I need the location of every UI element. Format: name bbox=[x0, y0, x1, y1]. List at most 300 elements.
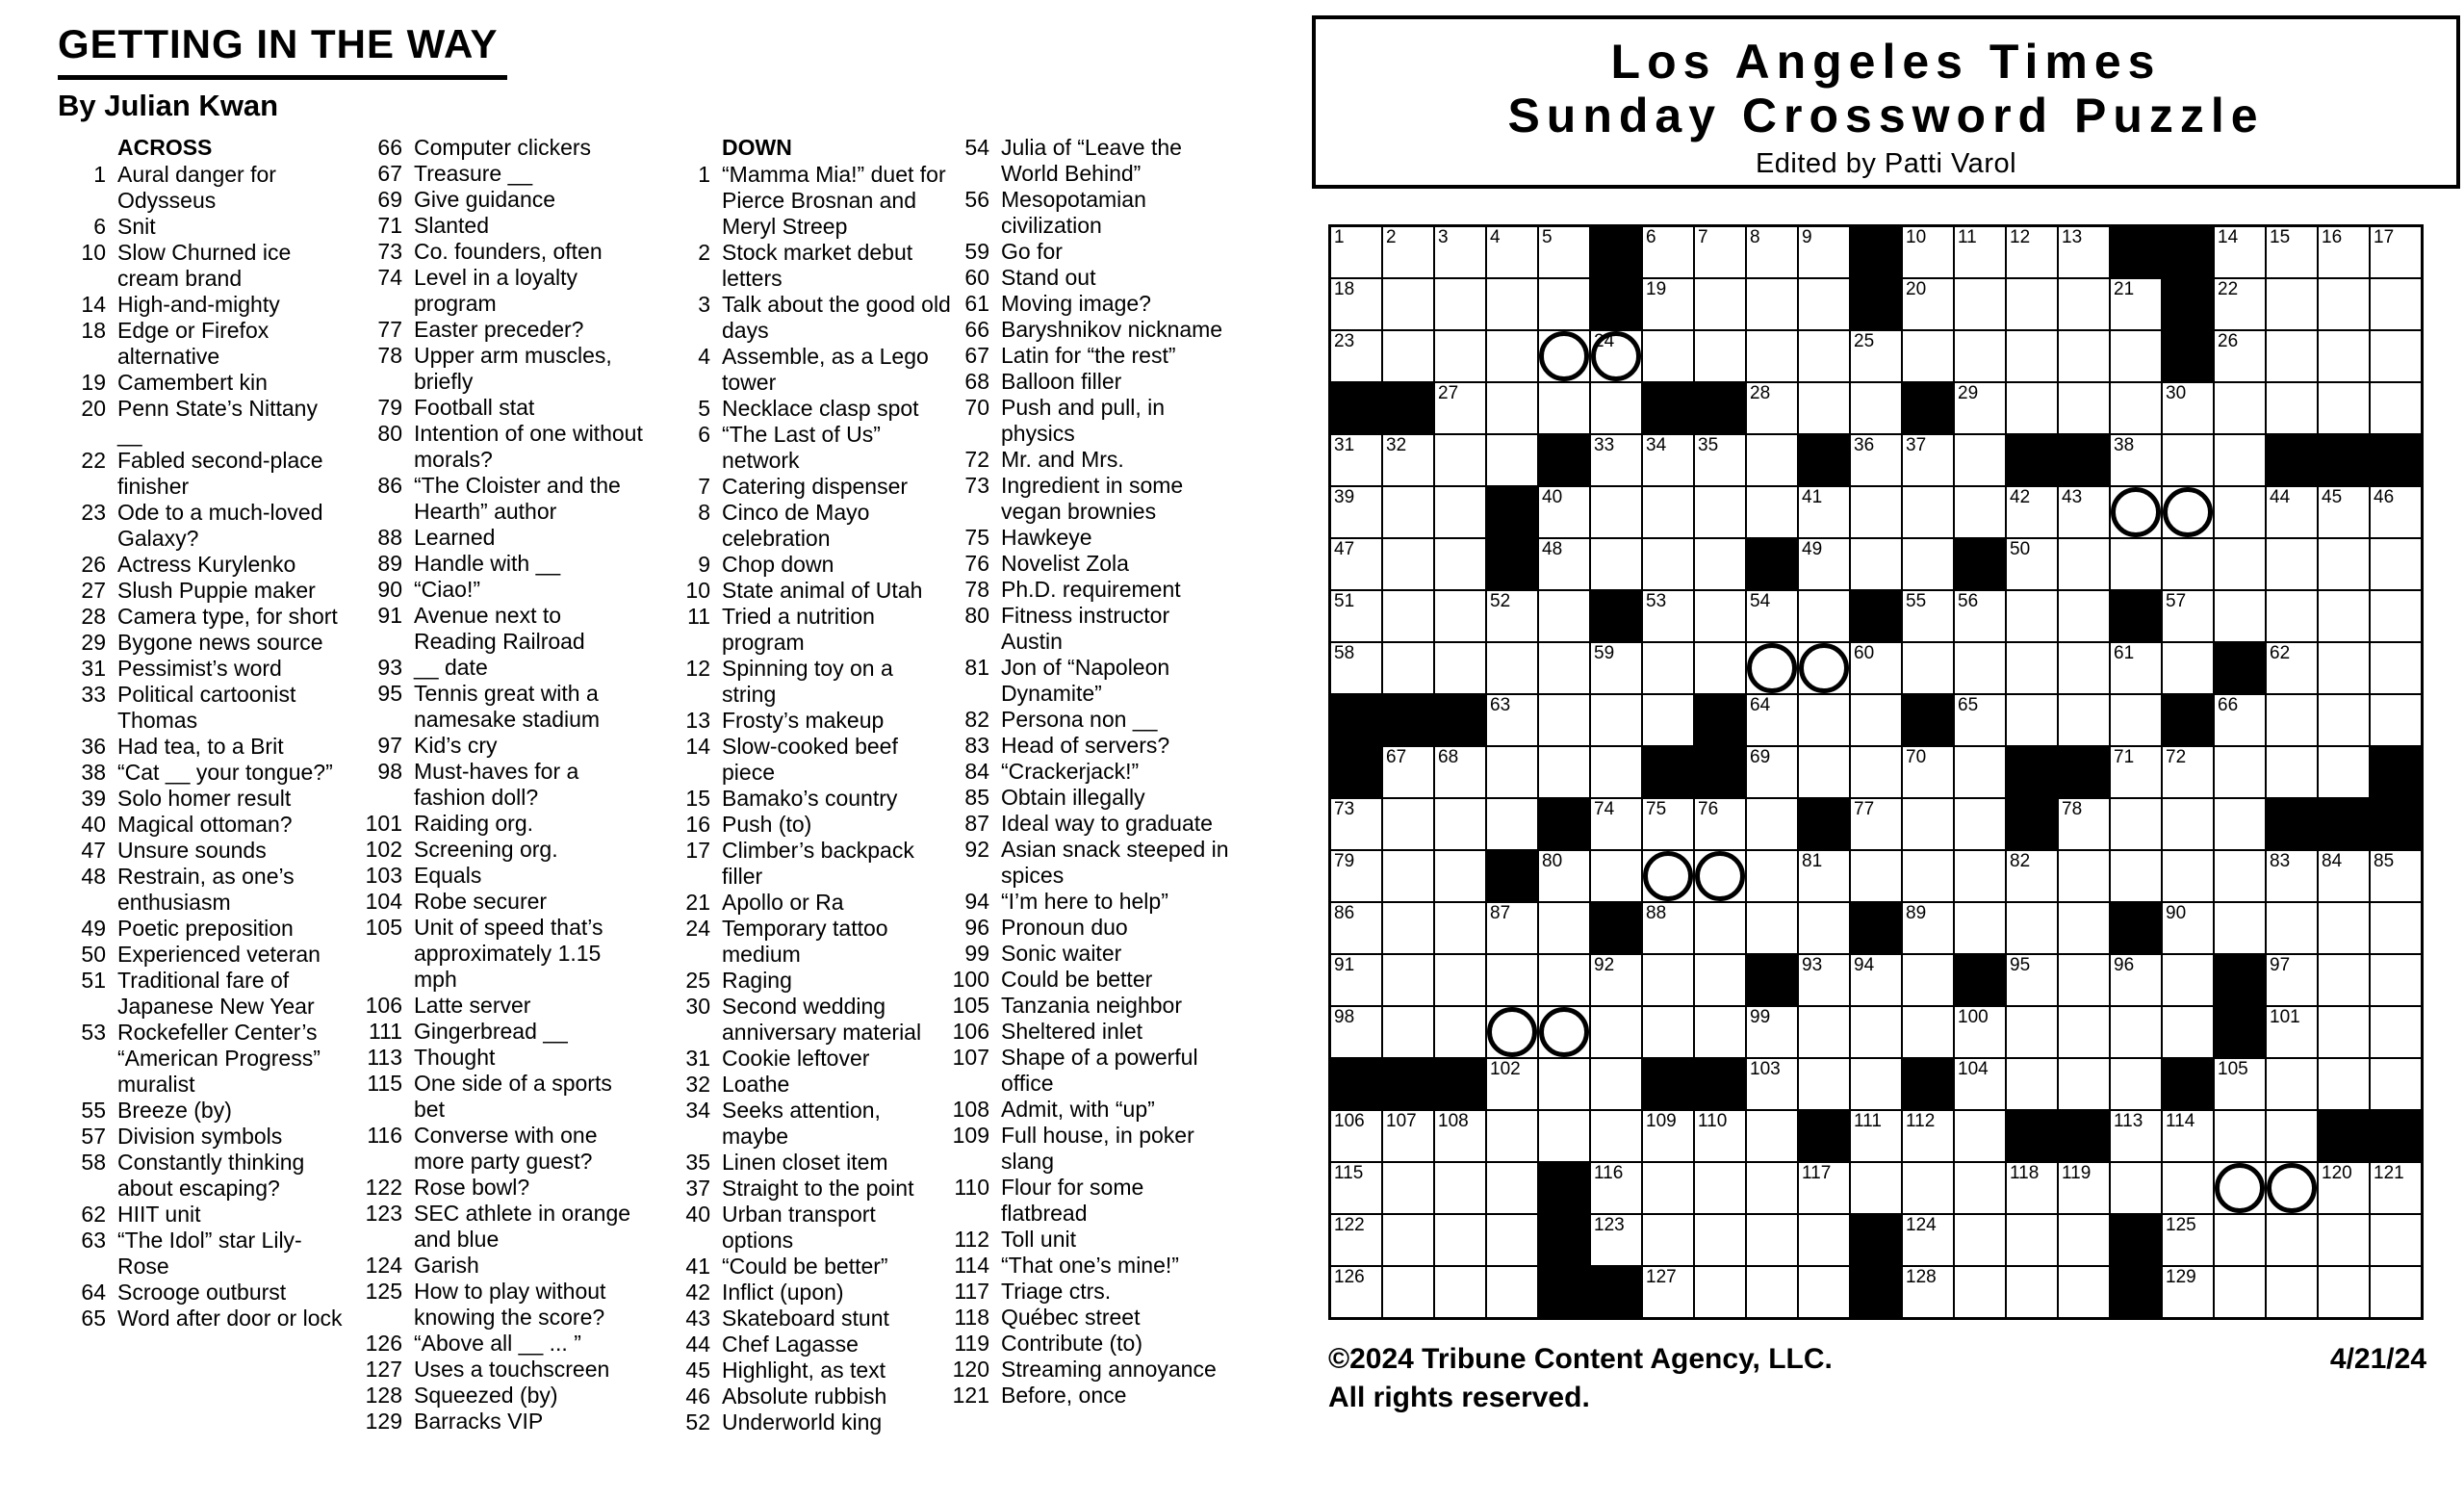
grid-cell-r12c15[interactable] bbox=[2059, 799, 2109, 849]
grid-cell-r3c19[interactable] bbox=[2267, 331, 2317, 381]
grid-cell-r7c21[interactable] bbox=[2371, 539, 2421, 589]
grid-cell-r12c1[interactable] bbox=[1331, 799, 1381, 849]
grid-cell-r18c17[interactable] bbox=[2163, 1111, 2213, 1161]
grid-cell-r4c21[interactable] bbox=[2371, 383, 2421, 433]
grid-cell-r4c14[interactable] bbox=[2007, 383, 2057, 433]
grid-cell-r8c1[interactable] bbox=[1331, 591, 1381, 641]
grid-cell-r18c7[interactable] bbox=[1643, 1111, 1693, 1161]
grid-cell-r16c8[interactable] bbox=[1695, 1007, 1745, 1057]
grid-cell-r10c10[interactable] bbox=[1799, 695, 1849, 745]
grid-cell-r2c5[interactable] bbox=[1539, 279, 1589, 329]
grid-cell-r4c11[interactable] bbox=[1851, 383, 1901, 433]
grid-cell-r9c8[interactable] bbox=[1695, 643, 1745, 693]
grid-cell-r16c13[interactable] bbox=[1955, 1007, 2005, 1057]
grid-cell-r3c12[interactable] bbox=[1903, 331, 1953, 381]
grid-cell-r12c16[interactable] bbox=[2111, 799, 2161, 849]
grid-cell-r3c8[interactable] bbox=[1695, 331, 1745, 381]
grid-cell-r15c8[interactable] bbox=[1695, 955, 1745, 1005]
grid-cell-r19c3[interactable] bbox=[1435, 1163, 1485, 1213]
grid-cell-r17c13[interactable] bbox=[1955, 1059, 2005, 1109]
grid-cell-r3c1[interactable] bbox=[1331, 331, 1381, 381]
grid-cell-r14c21[interactable] bbox=[2371, 903, 2421, 953]
grid-cell-r4c18[interactable] bbox=[2215, 383, 2265, 433]
grid-cell-r4c17[interactable] bbox=[2163, 383, 2213, 433]
grid-cell-r13c19[interactable] bbox=[2267, 851, 2317, 901]
grid-cell-r13c9[interactable] bbox=[1747, 851, 1797, 901]
grid-cell-r21c8[interactable] bbox=[1695, 1267, 1745, 1317]
grid-cell-r8c10[interactable] bbox=[1799, 591, 1849, 641]
grid-cell-r16c7[interactable] bbox=[1643, 1007, 1693, 1057]
grid-cell-r12c13[interactable] bbox=[1955, 799, 2005, 849]
grid-cell-r6c7[interactable] bbox=[1643, 487, 1693, 537]
grid-cell-r16c21[interactable] bbox=[2371, 1007, 2421, 1057]
grid-cell-r14c4[interactable] bbox=[1487, 903, 1537, 953]
grid-cell-r14c12[interactable] bbox=[1903, 903, 1953, 953]
grid-cell-r11c3[interactable] bbox=[1435, 747, 1485, 797]
grid-cell-r15c1[interactable] bbox=[1331, 955, 1381, 1005]
grid-cell-r21c4[interactable] bbox=[1487, 1267, 1537, 1317]
grid-cell-r8c2[interactable] bbox=[1383, 591, 1433, 641]
grid-cell-r17c9[interactable] bbox=[1747, 1059, 1797, 1109]
grid-cell-r18c19[interactable] bbox=[2267, 1111, 2317, 1161]
grid-cell-r7c14[interactable] bbox=[2007, 539, 2057, 589]
grid-cell-r9c14[interactable] bbox=[2007, 643, 2057, 693]
grid-cell-r16c5[interactable] bbox=[1539, 1007, 1589, 1057]
grid-cell-r20c14[interactable] bbox=[2007, 1215, 2057, 1265]
grid-cell-r6c5[interactable] bbox=[1539, 487, 1589, 537]
grid-cell-r1c5[interactable] bbox=[1539, 227, 1589, 277]
grid-cell-r13c21[interactable] bbox=[2371, 851, 2421, 901]
grid-cell-r17c21[interactable] bbox=[2371, 1059, 2421, 1109]
grid-cell-r7c6[interactable] bbox=[1591, 539, 1641, 589]
grid-cell-r4c19[interactable] bbox=[2267, 383, 2317, 433]
grid-cell-r18c2[interactable] bbox=[1383, 1111, 1433, 1161]
grid-cell-r15c3[interactable] bbox=[1435, 955, 1485, 1005]
grid-cell-r15c19[interactable] bbox=[2267, 955, 2317, 1005]
grid-cell-r4c5[interactable] bbox=[1539, 383, 1589, 433]
grid-cell-r3c5[interactable] bbox=[1539, 331, 1589, 381]
grid-cell-r2c19[interactable] bbox=[2267, 279, 2317, 329]
grid-cell-r9c11[interactable] bbox=[1851, 643, 1901, 693]
grid-cell-r10c15[interactable] bbox=[2059, 695, 2109, 745]
grid-cell-r7c16[interactable] bbox=[2111, 539, 2161, 589]
grid-cell-r10c11[interactable] bbox=[1851, 695, 1901, 745]
grid-cell-r11c10[interactable] bbox=[1799, 747, 1849, 797]
grid-cell-r20c1[interactable] bbox=[1331, 1215, 1381, 1265]
grid-cell-r7c20[interactable] bbox=[2319, 539, 2369, 589]
grid-cell-r21c17[interactable] bbox=[2163, 1267, 2213, 1317]
grid-cell-r12c17[interactable] bbox=[2163, 799, 2213, 849]
grid-cell-r20c2[interactable] bbox=[1383, 1215, 1433, 1265]
grid-cell-r3c11[interactable] bbox=[1851, 331, 1901, 381]
grid-cell-r6c19[interactable] bbox=[2267, 487, 2317, 537]
grid-cell-r3c20[interactable] bbox=[2319, 331, 2369, 381]
grid-cell-r13c11[interactable] bbox=[1851, 851, 1901, 901]
grid-cell-r17c4[interactable] bbox=[1487, 1059, 1537, 1109]
grid-cell-r8c15[interactable] bbox=[2059, 591, 2109, 641]
grid-cell-r11c6[interactable] bbox=[1591, 747, 1641, 797]
grid-cell-r4c3[interactable] bbox=[1435, 383, 1485, 433]
grid-cell-r9c4[interactable] bbox=[1487, 643, 1537, 693]
grid-cell-r1c12[interactable] bbox=[1903, 227, 1953, 277]
grid-cell-r5c3[interactable] bbox=[1435, 435, 1485, 485]
grid-cell-r3c7[interactable] bbox=[1643, 331, 1693, 381]
grid-cell-r12c12[interactable] bbox=[1903, 799, 1953, 849]
grid-cell-r11c2[interactable] bbox=[1383, 747, 1433, 797]
grid-cell-r19c15[interactable] bbox=[2059, 1163, 2109, 1213]
grid-cell-r19c6[interactable] bbox=[1591, 1163, 1641, 1213]
grid-cell-r2c7[interactable] bbox=[1643, 279, 1693, 329]
grid-cell-r2c18[interactable] bbox=[2215, 279, 2265, 329]
grid-cell-r14c18[interactable] bbox=[2215, 903, 2265, 953]
grid-cell-r13c3[interactable] bbox=[1435, 851, 1485, 901]
grid-cell-r20c18[interactable] bbox=[2215, 1215, 2265, 1265]
grid-cell-r15c7[interactable] bbox=[1643, 955, 1693, 1005]
grid-cell-r1c10[interactable] bbox=[1799, 227, 1849, 277]
grid-cell-r8c5[interactable] bbox=[1539, 591, 1589, 641]
grid-cell-r13c8[interactable] bbox=[1695, 851, 1745, 901]
grid-cell-r5c12[interactable] bbox=[1903, 435, 1953, 485]
grid-cell-r13c17[interactable] bbox=[2163, 851, 2213, 901]
grid-cell-r17c15[interactable] bbox=[2059, 1059, 2109, 1109]
grid-cell-r16c10[interactable] bbox=[1799, 1007, 1849, 1057]
grid-cell-r14c10[interactable] bbox=[1799, 903, 1849, 953]
grid-cell-r15c12[interactable] bbox=[1903, 955, 1953, 1005]
grid-cell-r15c10[interactable] bbox=[1799, 955, 1849, 1005]
grid-cell-r13c15[interactable] bbox=[2059, 851, 2109, 901]
grid-cell-r3c21[interactable] bbox=[2371, 331, 2421, 381]
grid-cell-r6c11[interactable] bbox=[1851, 487, 1901, 537]
grid-cell-r21c1[interactable] bbox=[1331, 1267, 1381, 1317]
grid-cell-r11c5[interactable] bbox=[1539, 747, 1589, 797]
grid-cell-r7c12[interactable] bbox=[1903, 539, 1953, 589]
grid-cell-r20c7[interactable] bbox=[1643, 1215, 1693, 1265]
grid-cell-r10c13[interactable] bbox=[1955, 695, 2005, 745]
grid-cell-r16c9[interactable] bbox=[1747, 1007, 1797, 1057]
grid-cell-r19c1[interactable] bbox=[1331, 1163, 1381, 1213]
grid-cell-r1c2[interactable] bbox=[1383, 227, 1433, 277]
grid-cell-r2c8[interactable] bbox=[1695, 279, 1745, 329]
grid-cell-r12c11[interactable] bbox=[1851, 799, 1901, 849]
grid-cell-r9c6[interactable] bbox=[1591, 643, 1641, 693]
grid-cell-r5c16[interactable] bbox=[2111, 435, 2161, 485]
grid-cell-r10c5[interactable] bbox=[1539, 695, 1589, 745]
grid-cell-r20c6[interactable] bbox=[1591, 1215, 1641, 1265]
grid-cell-r14c19[interactable] bbox=[2267, 903, 2317, 953]
grid-cell-r8c9[interactable] bbox=[1747, 591, 1797, 641]
grid-cell-r6c20[interactable] bbox=[2319, 487, 2369, 537]
grid-cell-r4c16[interactable] bbox=[2111, 383, 2161, 433]
grid-cell-r18c3[interactable] bbox=[1435, 1111, 1485, 1161]
grid-cell-r19c9[interactable] bbox=[1747, 1163, 1797, 1213]
grid-cell-r6c12[interactable] bbox=[1903, 487, 1953, 537]
grid-cell-r6c13[interactable] bbox=[1955, 487, 2005, 537]
grid-cell-r4c4[interactable] bbox=[1487, 383, 1537, 433]
grid-cell-r6c15[interactable] bbox=[2059, 487, 2109, 537]
grid-cell-r15c17[interactable] bbox=[2163, 955, 2213, 1005]
grid-cell-r16c3[interactable] bbox=[1435, 1007, 1485, 1057]
grid-cell-r11c12[interactable] bbox=[1903, 747, 1953, 797]
grid-cell-r12c6[interactable] bbox=[1591, 799, 1641, 849]
grid-cell-r8c12[interactable] bbox=[1903, 591, 1953, 641]
grid-cell-r17c14[interactable] bbox=[2007, 1059, 2057, 1109]
grid-cell-r3c2[interactable] bbox=[1383, 331, 1433, 381]
grid-cell-r19c13[interactable] bbox=[1955, 1163, 2005, 1213]
grid-cell-r2c1[interactable] bbox=[1331, 279, 1381, 329]
grid-cell-r1c13[interactable] bbox=[1955, 227, 2005, 277]
grid-cell-r11c16[interactable] bbox=[2111, 747, 2161, 797]
grid-cell-r21c12[interactable] bbox=[1903, 1267, 1953, 1317]
grid-cell-r15c11[interactable] bbox=[1851, 955, 1901, 1005]
grid-cell-r2c9[interactable] bbox=[1747, 279, 1797, 329]
grid-cell-r18c4[interactable] bbox=[1487, 1111, 1537, 1161]
grid-cell-r14c9[interactable] bbox=[1747, 903, 1797, 953]
grid-cell-r20c19[interactable] bbox=[2267, 1215, 2317, 1265]
grid-cell-r15c20[interactable] bbox=[2319, 955, 2369, 1005]
grid-cell-r3c14[interactable] bbox=[2007, 331, 2057, 381]
grid-cell-r13c10[interactable] bbox=[1799, 851, 1849, 901]
grid-cell-r3c15[interactable] bbox=[2059, 331, 2109, 381]
grid-cell-r14c8[interactable] bbox=[1695, 903, 1745, 953]
grid-cell-r21c19[interactable] bbox=[2267, 1267, 2317, 1317]
grid-cell-r4c20[interactable] bbox=[2319, 383, 2369, 433]
grid-cell-r17c10[interactable] bbox=[1799, 1059, 1849, 1109]
grid-cell-r6c14[interactable] bbox=[2007, 487, 2057, 537]
grid-cell-r6c16[interactable] bbox=[2111, 487, 2161, 537]
grid-cell-r5c17[interactable] bbox=[2163, 435, 2213, 485]
grid-cell-r6c17[interactable] bbox=[2163, 487, 2213, 537]
grid-cell-r18c5[interactable] bbox=[1539, 1111, 1589, 1161]
grid-cell-r21c2[interactable] bbox=[1383, 1267, 1433, 1317]
grid-cell-r16c11[interactable] bbox=[1851, 1007, 1901, 1057]
grid-cell-r3c18[interactable] bbox=[2215, 331, 2265, 381]
grid-cell-r1c21[interactable] bbox=[2371, 227, 2421, 277]
grid-cell-r11c11[interactable] bbox=[1851, 747, 1901, 797]
grid-cell-r15c6[interactable] bbox=[1591, 955, 1641, 1005]
grid-cell-r2c15[interactable] bbox=[2059, 279, 2109, 329]
grid-cell-r14c7[interactable] bbox=[1643, 903, 1693, 953]
grid-cell-r10c21[interactable] bbox=[2371, 695, 2421, 745]
grid-cell-r1c18[interactable] bbox=[2215, 227, 2265, 277]
grid-cell-r16c4[interactable] bbox=[1487, 1007, 1537, 1057]
grid-cell-r21c9[interactable] bbox=[1747, 1267, 1797, 1317]
grid-cell-r11c9[interactable] bbox=[1747, 747, 1797, 797]
grid-cell-r12c2[interactable] bbox=[1383, 799, 1433, 849]
grid-cell-r15c21[interactable] bbox=[2371, 955, 2421, 1005]
grid-cell-r21c15[interactable] bbox=[2059, 1267, 2109, 1317]
grid-cell-r18c12[interactable] bbox=[1903, 1111, 1953, 1161]
grid-cell-r3c9[interactable] bbox=[1747, 331, 1797, 381]
grid-cell-r2c3[interactable] bbox=[1435, 279, 1485, 329]
grid-cell-r7c11[interactable] bbox=[1851, 539, 1901, 589]
grid-cell-r8c14[interactable] bbox=[2007, 591, 2057, 641]
grid-cell-r16c15[interactable] bbox=[2059, 1007, 2109, 1057]
grid-cell-r13c2[interactable] bbox=[1383, 851, 1433, 901]
grid-cell-r16c14[interactable] bbox=[2007, 1007, 2057, 1057]
grid-cell-r3c10[interactable] bbox=[1799, 331, 1849, 381]
grid-cell-r19c14[interactable] bbox=[2007, 1163, 2057, 1213]
grid-cell-r17c20[interactable] bbox=[2319, 1059, 2369, 1109]
grid-cell-r1c8[interactable] bbox=[1695, 227, 1745, 277]
grid-cell-r19c21[interactable] bbox=[2371, 1163, 2421, 1213]
grid-cell-r10c16[interactable] bbox=[2111, 695, 2161, 745]
grid-cell-r4c10[interactable] bbox=[1799, 383, 1849, 433]
grid-cell-r4c15[interactable] bbox=[2059, 383, 2109, 433]
grid-cell-r20c17[interactable] bbox=[2163, 1215, 2213, 1265]
grid-cell-r18c9[interactable] bbox=[1747, 1111, 1797, 1161]
grid-cell-r11c4[interactable] bbox=[1487, 747, 1537, 797]
grid-cell-r20c12[interactable] bbox=[1903, 1215, 1953, 1265]
grid-cell-r14c15[interactable] bbox=[2059, 903, 2109, 953]
grid-cell-r6c21[interactable] bbox=[2371, 487, 2421, 537]
grid-cell-r16c19[interactable] bbox=[2267, 1007, 2317, 1057]
grid-cell-r9c15[interactable] bbox=[2059, 643, 2109, 693]
grid-cell-r8c3[interactable] bbox=[1435, 591, 1485, 641]
grid-cell-r21c20[interactable] bbox=[2319, 1267, 2369, 1317]
grid-cell-r14c3[interactable] bbox=[1435, 903, 1485, 953]
grid-cell-r7c19[interactable] bbox=[2267, 539, 2317, 589]
grid-cell-r7c5[interactable] bbox=[1539, 539, 1589, 589]
grid-cell-r20c20[interactable] bbox=[2319, 1215, 2369, 1265]
grid-cell-r18c11[interactable] bbox=[1851, 1111, 1901, 1161]
grid-cell-r10c18[interactable] bbox=[2215, 695, 2265, 745]
grid-cell-r2c2[interactable] bbox=[1383, 279, 1433, 329]
grid-cell-r16c16[interactable] bbox=[2111, 1007, 2161, 1057]
grid-cell-r16c17[interactable] bbox=[2163, 1007, 2213, 1057]
grid-cell-r19c8[interactable] bbox=[1695, 1163, 1745, 1213]
grid-cell-r5c2[interactable] bbox=[1383, 435, 1433, 485]
grid-cell-r8c17[interactable] bbox=[2163, 591, 2213, 641]
grid-cell-r13c18[interactable] bbox=[2215, 851, 2265, 901]
grid-cell-r1c1[interactable] bbox=[1331, 227, 1381, 277]
grid-cell-r13c14[interactable] bbox=[2007, 851, 2057, 901]
grid-cell-r9c21[interactable] bbox=[2371, 643, 2421, 693]
grid-cell-r19c10[interactable] bbox=[1799, 1163, 1849, 1213]
grid-cell-r5c18[interactable] bbox=[2215, 435, 2265, 485]
grid-cell-r12c4[interactable] bbox=[1487, 799, 1537, 849]
grid-cell-r9c2[interactable] bbox=[1383, 643, 1433, 693]
grid-cell-r21c10[interactable] bbox=[1799, 1267, 1849, 1317]
grid-cell-r9c5[interactable] bbox=[1539, 643, 1589, 693]
grid-cell-r13c7[interactable] bbox=[1643, 851, 1693, 901]
grid-cell-r5c9[interactable] bbox=[1747, 435, 1797, 485]
grid-cell-r8c18[interactable] bbox=[2215, 591, 2265, 641]
grid-cell-r12c9[interactable] bbox=[1747, 799, 1797, 849]
grid-cell-r19c18[interactable] bbox=[2215, 1163, 2265, 1213]
grid-cell-r2c13[interactable] bbox=[1955, 279, 2005, 329]
grid-cell-r5c4[interactable] bbox=[1487, 435, 1537, 485]
grid-cell-r1c15[interactable] bbox=[2059, 227, 2109, 277]
grid-cell-r20c10[interactable] bbox=[1799, 1215, 1849, 1265]
grid-cell-r20c8[interactable] bbox=[1695, 1215, 1745, 1265]
grid-cell-r19c11[interactable] bbox=[1851, 1163, 1901, 1213]
grid-cell-r8c19[interactable] bbox=[2267, 591, 2317, 641]
grid-cell-r19c20[interactable] bbox=[2319, 1163, 2369, 1213]
grid-cell-r3c16[interactable] bbox=[2111, 331, 2161, 381]
grid-cell-r18c8[interactable] bbox=[1695, 1111, 1745, 1161]
grid-cell-r9c20[interactable] bbox=[2319, 643, 2369, 693]
grid-cell-r19c16[interactable] bbox=[2111, 1163, 2161, 1213]
grid-cell-r11c13[interactable] bbox=[1955, 747, 2005, 797]
grid-cell-r17c19[interactable] bbox=[2267, 1059, 2317, 1109]
grid-cell-r2c21[interactable] bbox=[2371, 279, 2421, 329]
grid-cell-r19c17[interactable] bbox=[2163, 1163, 2213, 1213]
grid-cell-r7c8[interactable] bbox=[1695, 539, 1745, 589]
grid-cell-r7c17[interactable] bbox=[2163, 539, 2213, 589]
grid-cell-r11c20[interactable] bbox=[2319, 747, 2369, 797]
grid-cell-r8c7[interactable] bbox=[1643, 591, 1693, 641]
grid-cell-r21c18[interactable] bbox=[2215, 1267, 2265, 1317]
grid-cell-r12c3[interactable] bbox=[1435, 799, 1485, 849]
grid-cell-r1c3[interactable] bbox=[1435, 227, 1485, 277]
grid-cell-r16c2[interactable] bbox=[1383, 1007, 1433, 1057]
grid-cell-r18c18[interactable] bbox=[2215, 1111, 2265, 1161]
grid-cell-r7c2[interactable] bbox=[1383, 539, 1433, 589]
grid-cell-r16c20[interactable] bbox=[2319, 1007, 2369, 1057]
grid-cell-r11c17[interactable] bbox=[2163, 747, 2213, 797]
grid-cell-r21c13[interactable] bbox=[1955, 1267, 2005, 1317]
grid-cell-r21c14[interactable] bbox=[2007, 1267, 2057, 1317]
grid-cell-r6c2[interactable] bbox=[1383, 487, 1433, 537]
grid-cell-r15c14[interactable] bbox=[2007, 955, 2057, 1005]
grid-cell-r1c20[interactable] bbox=[2319, 227, 2369, 277]
grid-cell-r10c14[interactable] bbox=[2007, 695, 2057, 745]
grid-cell-r9c17[interactable] bbox=[2163, 643, 2213, 693]
grid-cell-r9c13[interactable] bbox=[1955, 643, 2005, 693]
grid-cell-r16c1[interactable] bbox=[1331, 1007, 1381, 1057]
grid-cell-r10c4[interactable] bbox=[1487, 695, 1537, 745]
grid-cell-r2c12[interactable] bbox=[1903, 279, 1953, 329]
grid-cell-r5c13[interactable] bbox=[1955, 435, 2005, 485]
grid-cell-r9c12[interactable] bbox=[1903, 643, 1953, 693]
grid-cell-r5c6[interactable] bbox=[1591, 435, 1641, 485]
grid-cell-r9c1[interactable] bbox=[1331, 643, 1381, 693]
grid-cell-r1c7[interactable] bbox=[1643, 227, 1693, 277]
grid-cell-r6c6[interactable] bbox=[1591, 487, 1641, 537]
grid-cell-r19c7[interactable] bbox=[1643, 1163, 1693, 1213]
grid-cell-r14c14[interactable] bbox=[2007, 903, 2057, 953]
grid-cell-r21c7[interactable] bbox=[1643, 1267, 1693, 1317]
grid-cell-r8c4[interactable] bbox=[1487, 591, 1537, 641]
grid-cell-r15c16[interactable] bbox=[2111, 955, 2161, 1005]
grid-cell-r14c13[interactable] bbox=[1955, 903, 2005, 953]
grid-cell-r20c9[interactable] bbox=[1747, 1215, 1797, 1265]
grid-cell-r20c4[interactable] bbox=[1487, 1215, 1537, 1265]
grid-cell-r21c3[interactable] bbox=[1435, 1267, 1485, 1317]
grid-cell-r1c4[interactable] bbox=[1487, 227, 1537, 277]
grid-cell-r17c11[interactable] bbox=[1851, 1059, 1901, 1109]
grid-cell-r4c6[interactable] bbox=[1591, 383, 1641, 433]
grid-cell-r13c16[interactable] bbox=[2111, 851, 2161, 901]
grid-cell-r3c3[interactable] bbox=[1435, 331, 1485, 381]
grid-cell-r20c21[interactable] bbox=[2371, 1215, 2421, 1265]
grid-cell-r6c1[interactable] bbox=[1331, 487, 1381, 537]
grid-cell-r8c13[interactable] bbox=[1955, 591, 2005, 641]
grid-cell-r18c1[interactable] bbox=[1331, 1111, 1381, 1161]
grid-cell-r6c18[interactable] bbox=[2215, 487, 2265, 537]
grid-cell-r11c19[interactable] bbox=[2267, 747, 2317, 797]
grid-cell-r13c13[interactable] bbox=[1955, 851, 2005, 901]
grid-cell-r14c20[interactable] bbox=[2319, 903, 2369, 953]
grid-cell-r13c5[interactable] bbox=[1539, 851, 1589, 901]
grid-cell-r10c19[interactable] bbox=[2267, 695, 2317, 745]
grid-cell-r12c7[interactable] bbox=[1643, 799, 1693, 849]
grid-cell-r3c13[interactable] bbox=[1955, 331, 2005, 381]
grid-cell-r12c8[interactable] bbox=[1695, 799, 1745, 849]
grid-cell-r8c8[interactable] bbox=[1695, 591, 1745, 641]
grid-cell-r9c7[interactable] bbox=[1643, 643, 1693, 693]
grid-cell-r21c21[interactable] bbox=[2371, 1267, 2421, 1317]
